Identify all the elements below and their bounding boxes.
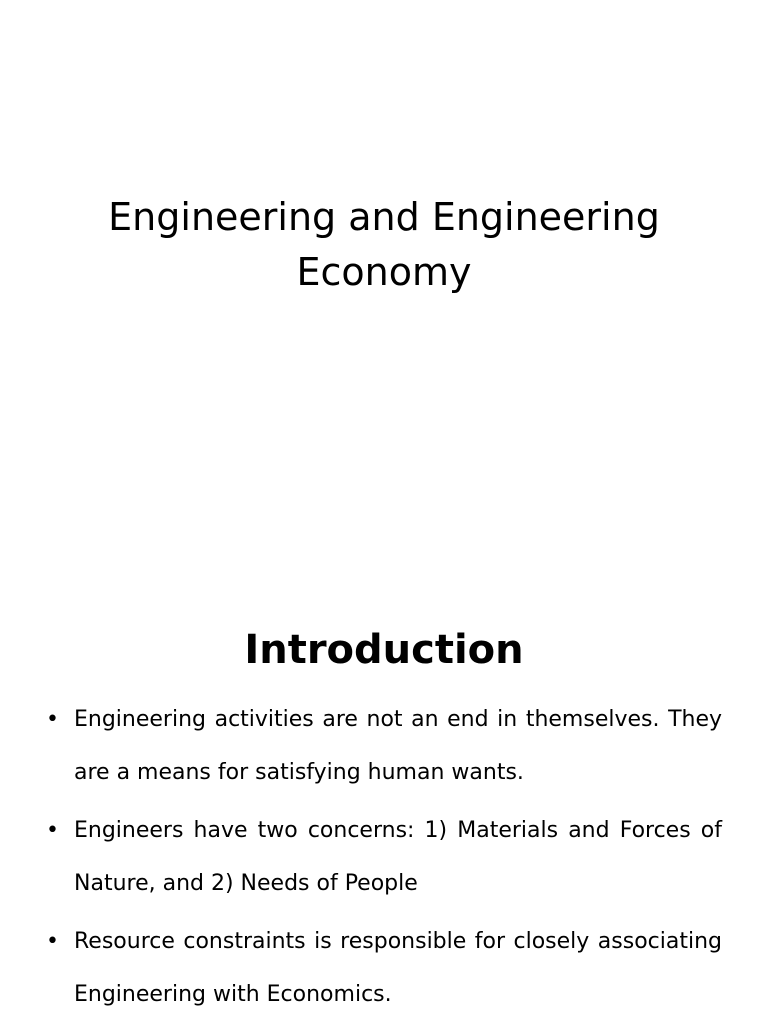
slide-title: Engineering and Engineering Economy <box>108 195 660 294</box>
introduction-slide <box>0 576 768 1024</box>
bullet-item <box>46 693 722 799</box>
bullet-text: Resource constraints is responsible for closely associating Engineering with Economics. <box>74 929 722 1007</box>
bullet-list <box>46 693 722 1026</box>
section-heading: Introduction <box>244 627 524 673</box>
bullet-text: Engineers have two concerns: 1) Materials and Forces of Nature, and 2) Needs of People <box>74 818 722 896</box>
bullet-item <box>46 804 722 910</box>
bullet-text: Engineering activities are not an end in themselves. They are a means for satisfying human wants. <box>74 707 722 785</box>
bullet-dot-icon: • <box>46 707 59 732</box>
bullet-item <box>46 915 722 1021</box>
bullet-dot-icon: • <box>46 929 59 954</box>
bullet-dot-icon: • <box>46 818 59 843</box>
